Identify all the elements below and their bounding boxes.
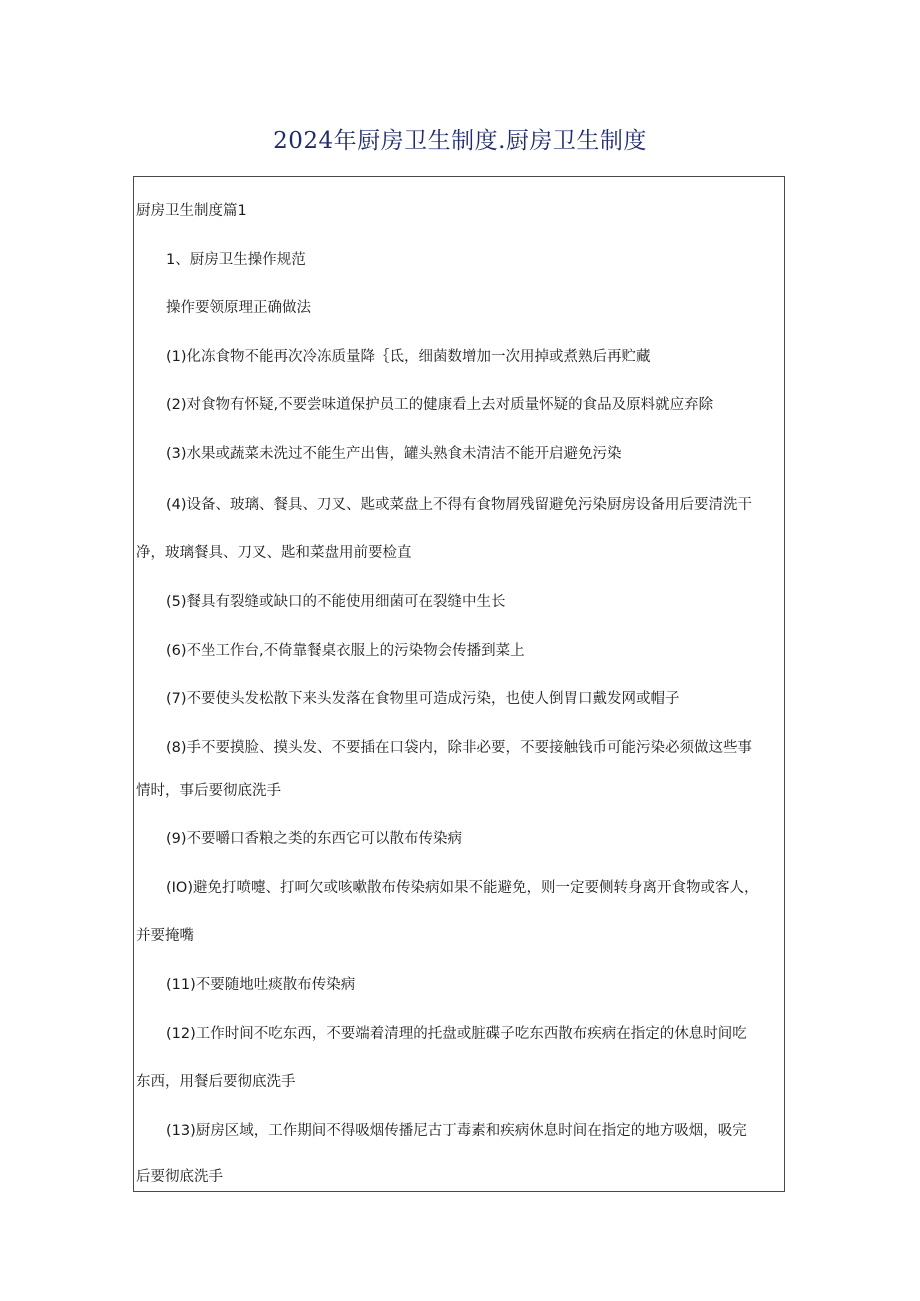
rule-item-4-continued: 净，玻璃餐具、刀叉、匙和菜盘用前要检直 (136, 545, 412, 561)
rule-item-6: (6)不坐工作台,不倚靠餐桌衣服上的污染物会传播到菜上 (166, 643, 525, 659)
rule-item-12-continued: 东西，用餐后要彻底洗手 (136, 1074, 296, 1090)
rule-item-10-continued: 并要掩嘴 (136, 928, 194, 944)
rule-item-3: (3)水果或蔬菜未洗过不能生产出售，罐头熟食未清洁不能开启避免污染 (166, 446, 622, 462)
rule-item-8: (8)手不要摸脸、摸头发、不要插在口袋内，除非必要，不要接触钱币可能污染必须做这些事 (166, 740, 753, 756)
document-title: 2024年厨房卫生制度.厨房卫生制度 (273, 128, 647, 154)
rule-item-13-continued: 后要彻底洗手 (136, 1169, 223, 1185)
subsection-heading: 1、厨房卫生操作规范 (166, 252, 306, 268)
rule-item-4: (4)设备、玻璃、餐具、刀叉、匙或菜盘上不得有食物屑残留避免污染厨房设备用后要清洗干 (166, 497, 753, 513)
rule-item-2: (2)对食物有怀疑,不要尝味道保护员工的健康看上去对质量怀疑的食品及原料就应弃除 (166, 397, 714, 413)
column-headers: 操作要领原理正确做法 (166, 300, 311, 316)
rule-item-12: (12)工作时间不吃东西，不要端着清理的托盘或脏碟子吃东西散布疾病在指定的休息时间吃 (166, 1026, 747, 1042)
rule-item-11: (11)不要随地吐痰散布传染病 (166, 977, 356, 993)
section-heading: 厨房卫生制度篇1 (136, 203, 247, 219)
rule-item-1: (1)化冻食物不能再次冷冻质量降｛氐，细菌数增加一次用掉或煮熟后再贮藏 (166, 349, 651, 365)
rule-item-5: (5)餐具有裂缝或缺口的不能使用细菌可在裂缝中生长 (166, 594, 506, 610)
rule-item-10: (IO)避免打喷嚏、打呵欠或咳嗽散布传染病如果不能避免，则一定要侧转身离开食物或客人， (166, 880, 759, 896)
rule-item-9: (9)不要嚼口香粮之类的东西它可以散布传染病 (166, 831, 463, 847)
rule-item-8-continued: 情时，事后要彻底洗手 (136, 783, 281, 799)
rule-item-13: (13)厨房区域，工作期间不得吸烟传播尼古丁毒素和疾病休息时间在指定的地方吸烟，吸完 (166, 1123, 747, 1139)
rule-item-7: (7)不要使头发松散下来头发落在食物里可造成污染，也使人倒胃口戴发网或帽子 (166, 691, 680, 707)
